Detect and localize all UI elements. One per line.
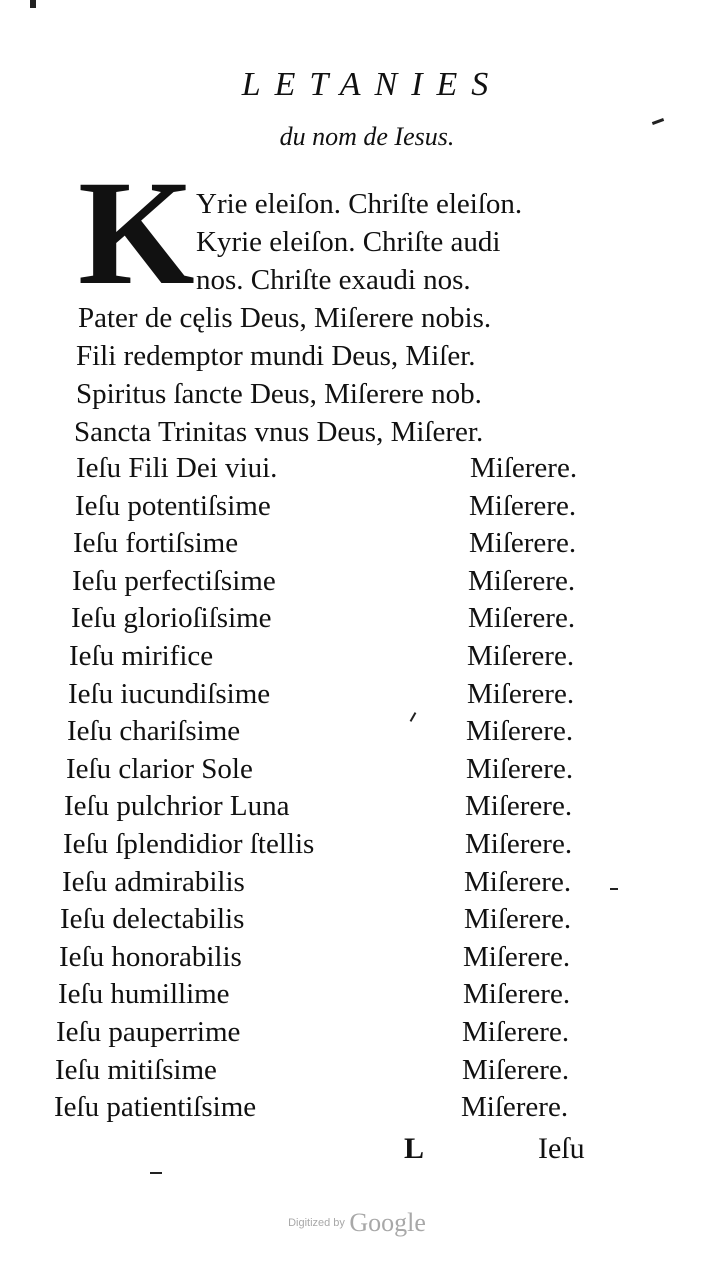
- prayer-line: Spiritus ſancte Deus, Miſerere nob.: [76, 378, 482, 410]
- digitized-watermark: [0, 1208, 714, 1238]
- invocation-text: Ieſu pauperrime: [56, 1016, 241, 1048]
- response-text: Miſerere.: [463, 940, 571, 973]
- invocation-text: Ieſu humillime: [58, 978, 230, 1011]
- invocation-row: [0, 565, 714, 603]
- drop-cap: K: [78, 150, 195, 316]
- intro-line: Yrie eleiſon. Chriſte eleiſon.: [196, 188, 523, 220]
- invocation-row: [0, 828, 714, 866]
- signature-mark: L: [404, 1132, 425, 1165]
- watermark-prefix: Digitized by: [288, 1217, 345, 1229]
- response-text: Miſerere.: [467, 677, 575, 710]
- invocation-text: Ieſu admirabilis: [62, 865, 245, 898]
- google-logo: Google: [349, 1208, 426, 1237]
- invocation-text: Ieſu glorioſiſsime: [71, 602, 272, 635]
- invocation-row: [0, 978, 714, 1016]
- invocation-row: [0, 941, 714, 979]
- invocation-row: [0, 1054, 714, 1092]
- response-text: Miſerere.: [464, 903, 572, 936]
- intro-line: nos. Chriſte exaudi nos.: [196, 264, 471, 296]
- invocation-row: [0, 640, 714, 678]
- response-text: Miſerere.: [465, 828, 573, 860]
- invocation-row: [0, 1091, 714, 1129]
- prayer-line: Fili redemptor mundi Deus, Miſer.: [76, 340, 476, 372]
- invocation-text: Ieſu mitiſsime: [55, 1053, 217, 1086]
- invocation-text: Ieſu perfectiſsime: [72, 564, 276, 597]
- invocation-row: [0, 753, 714, 791]
- response-text: Miſerere.: [464, 865, 572, 898]
- invocation-row: [0, 790, 714, 828]
- ink-speck: [30, 0, 36, 8]
- response-text: Miſerere.: [462, 1016, 570, 1048]
- prayer-line: Pater de cęlis Deus, Miſerere nobis.: [78, 302, 492, 334]
- invocation-text: Ieſu ſplendidior ſtellis: [63, 828, 315, 860]
- invocation-text: Ieſu fortiſsime: [73, 527, 239, 560]
- page-title: LETANIES: [241, 66, 503, 103]
- response-text: Miſerere.: [470, 452, 578, 484]
- response-text: Miſerere.: [467, 640, 575, 672]
- response-text: Miſerere.: [468, 564, 576, 597]
- response-text: Miſerere.: [466, 715, 574, 748]
- intro-line: Kyrie eleiſon. Chriſte audi: [196, 226, 501, 258]
- response-text: Miſerere.: [469, 489, 577, 522]
- invocation-text: Ieſu mirifice: [69, 640, 214, 672]
- response-text: Miſerere.: [465, 790, 573, 823]
- invocation-row: [0, 678, 714, 716]
- response-text: Miſerere.: [466, 752, 574, 785]
- ink-speck: [610, 888, 618, 890]
- page-subtitle: du nom de Iesus.: [279, 122, 455, 151]
- invocation-row: [0, 527, 714, 565]
- invocation-text: Ieſu honorabilis: [59, 940, 242, 973]
- invocation-text: Ieſu delectabilis: [60, 903, 245, 936]
- invocation-row: [0, 1016, 714, 1054]
- invocation-row: [0, 715, 714, 753]
- invocation-text: Ieſu clarior Sole: [66, 752, 253, 785]
- response-text: Miſerere.: [461, 1091, 569, 1124]
- ink-speck: [150, 1172, 162, 1174]
- invocation-text: Ieſu iucundiſsime: [68, 677, 271, 710]
- response-text: Miſerere.: [462, 1053, 570, 1086]
- invocation-text: Ieſu Fili Dei viui.: [76, 452, 278, 484]
- response-text: Miſerere.: [469, 527, 577, 560]
- invocation-text: Ieſu chariſsime: [67, 715, 241, 748]
- prayer-line: Sancta Trinitas vnus Deus, Miſerer.: [74, 416, 484, 448]
- invocation-text: Ieſu potentiſsime: [75, 489, 271, 522]
- response-text: Miſerere.: [463, 978, 571, 1011]
- invocation-row: [0, 452, 714, 490]
- invocation-row: [0, 903, 714, 941]
- invocation-text: Ieſu pulchrior Luna: [64, 790, 290, 823]
- invocation-text: Ieſu patientiſsime: [54, 1091, 257, 1124]
- invocation-row: [0, 490, 714, 528]
- invocation-row: [0, 602, 714, 640]
- invocation-row: [0, 866, 714, 904]
- catchword: Ieſu: [538, 1132, 585, 1165]
- response-text: Miſerere.: [468, 602, 576, 635]
